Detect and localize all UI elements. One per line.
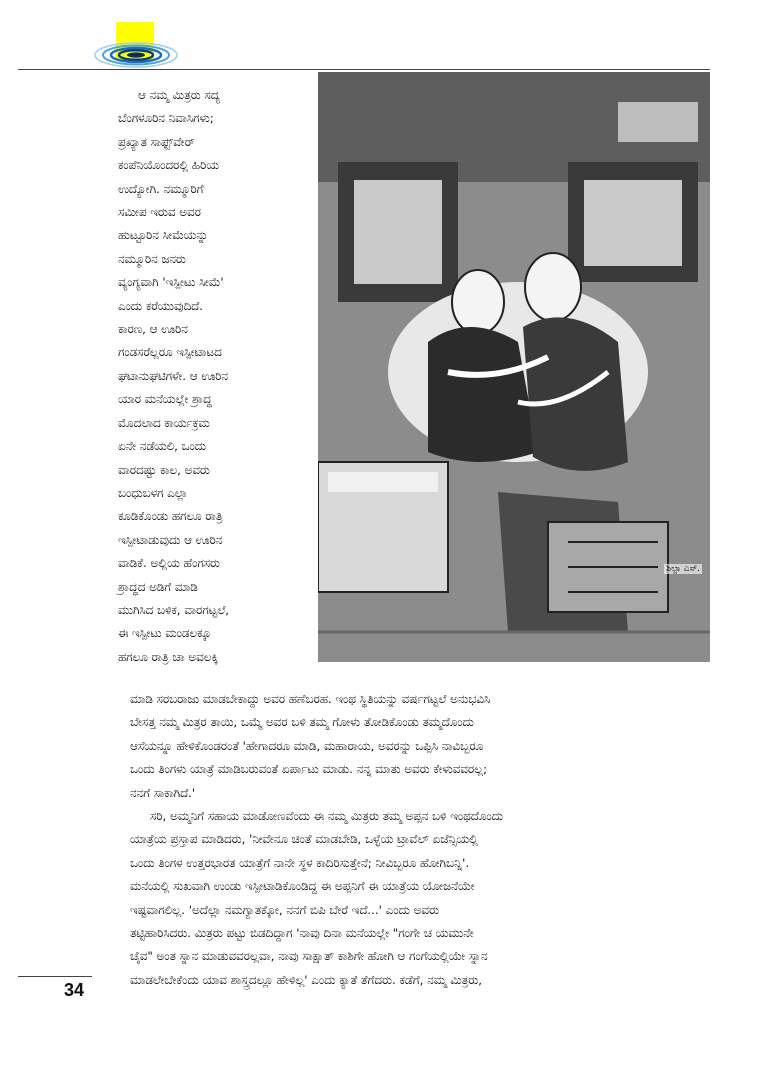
column-line: ಹಗಲೂ ರಾತ್ರಿ ಚಾ ಅವಲಕ್ಕಿ	[118, 649, 218, 664]
paragraph-line: ಮಾಡಿ ಸರಬರಾಜು ಮಾಡಬೇಕಾದ್ದು ಅವರ ಹಣೆಬರಹ. ಇಂಥ ಸ್ಥಿತಿಯನ್ನು ವರ್ಷಗಟ್ಟಲೆ ಅನುಭವಿಸಿ	[130, 692, 491, 706]
column-text	[118, 84, 314, 669]
column-line: ಉದ್ಯೋಗಿ. ನಮ್ಮೂರಿಗೆ	[118, 181, 204, 196]
page-number: 34	[64, 980, 85, 1000]
paragraph-line: ಒಂದು ತಿಂಗಳ ಉತ್ತರಭಾರತ ಯಾತ್ರೆಗೆ ನಾನೇ ಸ್ಥಳ ಕಾದಿರಿಸುತ್ತೇನೆ; ನೀವಿಬ್ಬರೂ ಹೋಗಿಬನ್ನಿ'.	[130, 855, 470, 870]
paragraph-line: ಮನೆಯಲ್ಲಿ ಸುಖವಾಗಿ ಉಂಡು ಇಸ್ಪೀಟಾಡಿಕೊಂಡಿದ್ದ ಈ ಅಪ್ಪನಿಗೆ ಈ ಯಾತ್ರೆಯ ಯೋಜನೆಯೇ	[130, 879, 475, 894]
column-line: ಪ್ರಖ್ಯಾತ ಸಾಫ್ಟ್‌ವೇರ್	[118, 134, 195, 149]
top-rule	[18, 69, 710, 70]
column-line: ಗಂಡಸರೆಲ್ಲರೂ ಇಸ್ಪೀಟಾಟದ	[118, 345, 222, 360]
column-line: ಶ್ರಾದ್ಧದ ಅಡಿಗೆ ಮಾಡಿ	[118, 579, 198, 594]
paragraph-line: ಬೇಸತ್ತ ನಮ್ಮ ಮಿತ್ರರ ತಾಯಿ, ಒಮ್ಮೆ ಅವರ ಬಳಿ ತಮ್ಮ ಗೋಳು ತೋಡಿಕೊಂಡು ತಮ್ಮದೊಂದು	[130, 715, 474, 730]
column-line: ವಾರದಷ್ಟು ಕಾಲ, ಅವರು	[118, 462, 210, 477]
column-line: ಕಾರಣ, ಆ ಊರಿನ	[118, 322, 188, 337]
paragraph-line: ಯಾತ್ರೆಯ ಪ್ರಸ್ತಾಪ ಮಾಡಿದರು, 'ನೀವೇನೂ ಚಿಂತೆ ಮಾಡಬೇಡಿ, ಒಳ್ಳೆಯ ಟ್ರಾವೆಲ್ ಏಜೆನ್ಸಿಯಲ್ಲಿ	[130, 832, 478, 847]
paragraph-line: ಸರಿ, ಅಮ್ಮನಿಗೆ ಸಹಾಯ ಮಾಡೋಣವೆಂದು ಈ ನಮ್ಮ ಮಿತ್ರರು ತಮ್ಮ ಅಪ್ಪನ ಬಳಿ ಇಂಥದೊಂದು	[150, 809, 503, 824]
paragraph-line: ಮಾಡಲೇಬೇಕೆಂದು ಯಾವ ಶಾಸ್ತ್ರದಲ್ಲೂ ಹೇಳಿಲ್ಲ' ಎಂದು ಕ್ಯಾತೆ ತೆಗೆದರು. ಕಡೆಗೆ, ನಮ್ಮ ಮಿತ್ರರು,	[130, 972, 483, 987]
column-line: ಘಟಾನುಘಟಿಗಳೇ. ಆ ಊರಿನ	[118, 368, 228, 383]
column-line: ನಮ್ಮೂರಿನ ಜನರು	[118, 251, 186, 266]
column-line: ಸಮೀಪ ಇರುವ ಅವರ	[118, 205, 201, 220]
paragraph-line: ಒಂದು ತಿಂಗಳು ಯಾತ್ರೆ ಮಾಡಿಬರುವಂತೆ ಏರ್ಪಾಟು ಮಾಡು. ನನ್ನ ಮಾತು ಅವರು ಕೇಳುವವರಲ್ಲ;	[130, 762, 488, 777]
header-ripple-logo	[94, 42, 178, 68]
column-line: ಬಂಧುಬಳಗ ಎಲ್ಲಾ	[118, 485, 188, 500]
body-text	[130, 688, 710, 992]
paragraph-2	[130, 805, 710, 992]
paragraph-line: ಆಸೆಯನ್ನೂ ಹೇಳಿಕೊಂಡರಂತೆ 'ಹೇಗಾದರೂ ಮಾಡಿ, ಮಹಾರಾಯ, ಅವರನ್ನು ಒಪ್ಪಿಸಿ ನಾವಿಬ್ಬರೂ	[130, 738, 484, 753]
column-line: ವಾಡಿಕೆ. ಅಲ್ಲಿಯ ಹೆಂಗಸರು	[118, 556, 221, 571]
column-line: ಎಂದು ಕರೆಯುವುದಿದೆ.	[118, 298, 204, 313]
column-line: ಕೂಡಿಕೊಂಡು ಹಗಲೂ ರಾತ್ರಿ	[118, 509, 223, 524]
column-line: ಹುಟ್ಟೂರಿನ ಸೀಮೆಯನ್ನು	[118, 228, 209, 243]
column-line: ಮೊದಲಾದ ಕಾರ್ಯಕ್ರಮ	[118, 415, 210, 430]
paragraph-line: ಚೈವ" ಅಂತ ಸ್ನಾನ ಮಾಡುವವರಲ್ಲವಾ, ನಾವು ಸಾಕ್ಷಾತ್ ಕಾಶಿಗೇ ಹೋಗಿ ಆ ಗಂಗೆಯಲ್ಲಿಯೇ ಸ್ನಾನ	[130, 949, 488, 964]
column-line: ವ್ಯಂಗ್ಯವಾಗಿ 'ಇಸ್ಪೀಟು ಸೀಮೆ'	[118, 275, 224, 290]
column-line: ಆ ನಮ್ಮ ಮಿತ್ರರು ಸದ್ಯ	[138, 88, 220, 102]
column-line: ಬೆಂಗಳೂರಿನ ನಿವಾಸಿಗಳು;	[118, 111, 214, 126]
column-line: ಈ ಇಸ್ಪೀಟು ಮಂಡಲಕ್ಕೂ	[118, 626, 211, 641]
column-line: ಮುಗಿಸಿದ ಬಳಿಕ, ವಾರಗಟ್ಟಲೆ,	[118, 602, 230, 617]
illustration-credit: ಶಿಲ್ಪಾ ಎಸ್.	[666, 564, 700, 574]
column-line: ಇಸ್ಪೀಟಾಡುವುದು ಆ ಊರಿನ	[118, 532, 223, 547]
paragraph-1	[130, 688, 710, 805]
column-line: ಏನೇ ನಡೆಯಲಿ, ಒಂದು	[118, 439, 207, 454]
footer-rule	[18, 976, 92, 977]
column-line: ಯಾರ ಮನೆಯಲ್ಲೇ ಶ್ರಾದ್ಧ	[118, 392, 212, 407]
column-line: ಕಂಪೆನಿಯೊಂದರಲ್ಲಿ ಹಿರಿಯ	[118, 158, 219, 173]
paragraph-line: ಇಷ್ಟವಾಗಲಿಲ್ಲ. 'ಅದೆಲ್ಲಾ ನಮಗ್ಯಾತಕ್ಕೋ, ನನಗೆ ಬಿಪಿ ಬೇರೆ ಇದೆ...' ಎಂದು ಅವರು	[130, 902, 439, 917]
paragraph-line: ತಟ್ಟಿಹಾರಿಸಿದರು. ಮಿತ್ರರು ಪಟ್ಟು ಬಿಡದಿದ್ದಾಗ 'ನಾವು ದಿನಾ ಮನೆಯಲ್ಲೇ "ಗಂಗೇ ಚ ಯಮುನೇ	[130, 926, 474, 941]
paragraph-line: ನನಗೆ ಸಾಕಾಗಿದೆ.'	[130, 785, 196, 800]
story-illustration	[318, 72, 710, 662]
